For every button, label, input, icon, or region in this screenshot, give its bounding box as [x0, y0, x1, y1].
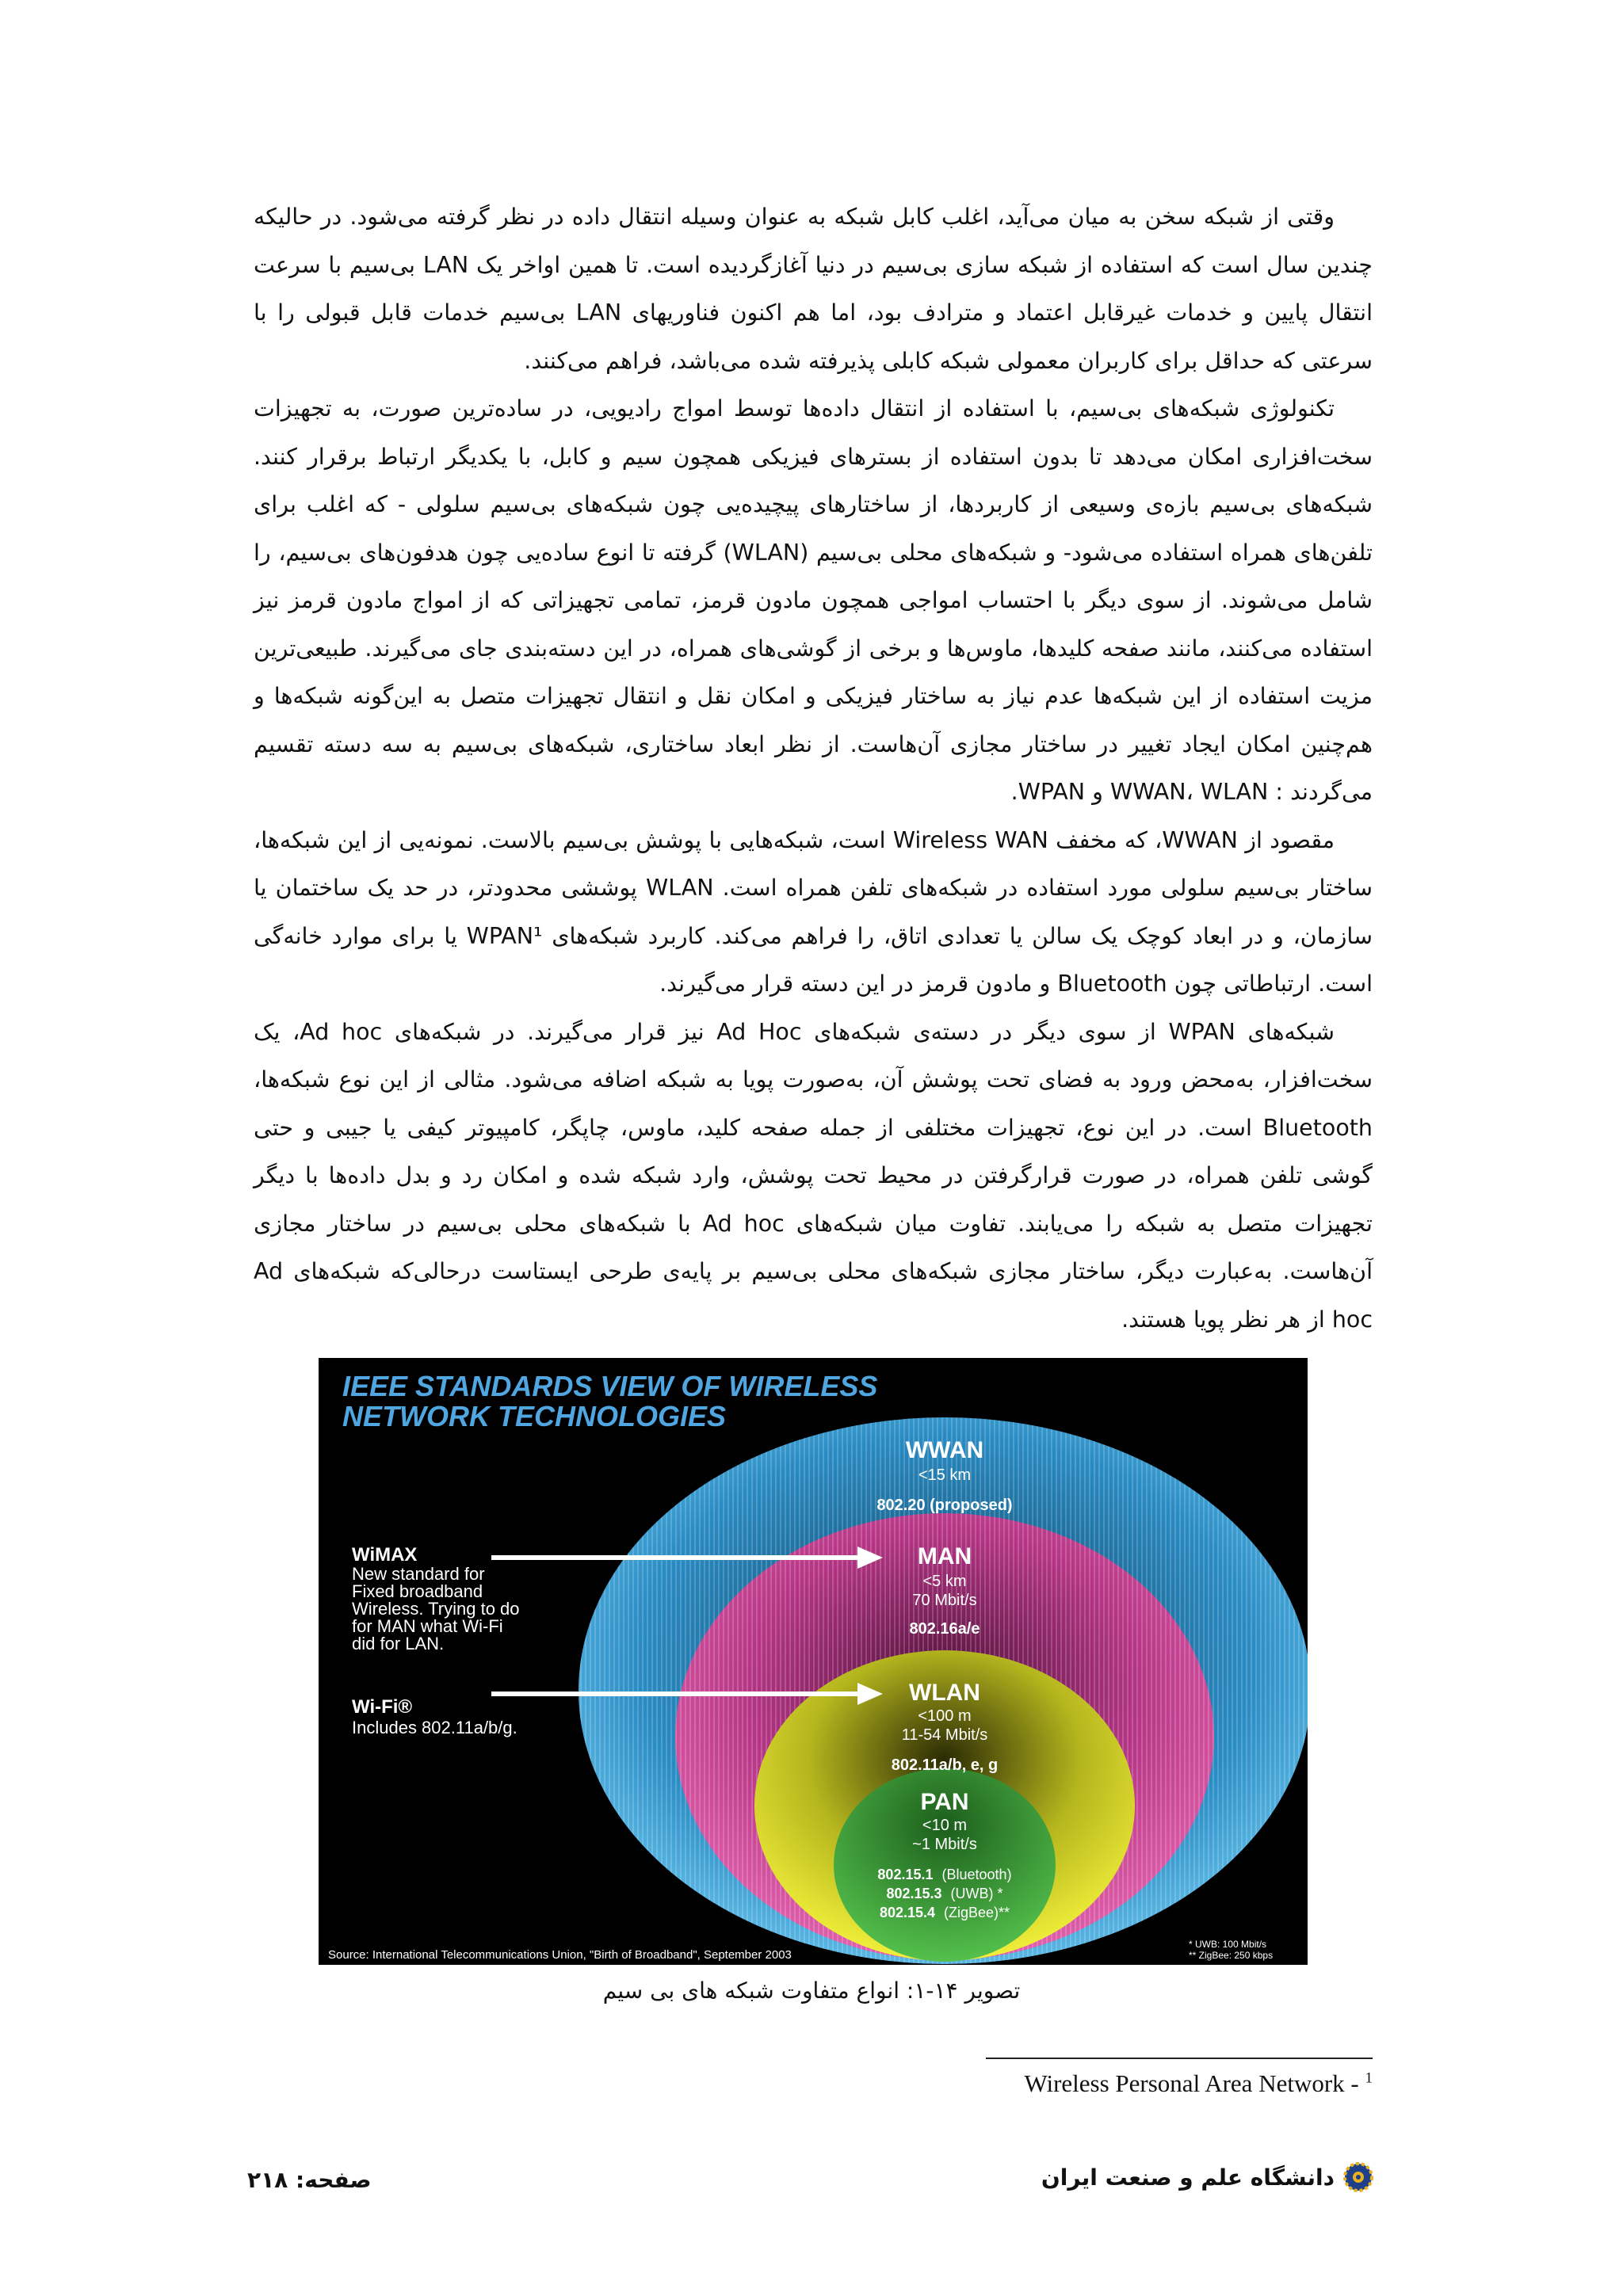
- svg-text:802.15.4 (ZigBee)**: [880, 1905, 1010, 1920]
- wimax-line: did for LAN.: [352, 1634, 445, 1653]
- pan-std3-note: (ZigBee)**: [944, 1905, 1010, 1920]
- man-rate: 70 Mbit/s: [912, 1592, 977, 1609]
- man-range: <5 km: [922, 1573, 967, 1590]
- footer-university: [1041, 2161, 1374, 2193]
- wwan-range: <15 km: [918, 1466, 972, 1484]
- page-number: صفحه: ۲۱۸: [247, 2167, 372, 2193]
- wlan-range: <100 m: [918, 1707, 972, 1725]
- pan-rate: ~1 Mbit/s: [912, 1836, 977, 1853]
- footnote-text: Wireless Personal Area Network -: [1024, 2069, 1365, 2097]
- figure-title-1: IEEE STANDARDS VIEW OF WIRELESS: [342, 1370, 878, 1402]
- figure-title-2: NETWORK TECHNOLOGIES: [342, 1400, 726, 1432]
- wimax-line: New standard for: [352, 1564, 485, 1584]
- pan-std2-note: (UWB) *: [950, 1886, 1003, 1901]
- wlan-label: WLAN: [909, 1680, 980, 1706]
- footnote-mark: 1: [1365, 2069, 1373, 2087]
- pan-std1: 802.15.1: [877, 1867, 934, 1882]
- paragraph: تکنولوژی شبکه‌های بی‌سیم، با استفاده از انتقال داده‌ها توسط امواج رادیویی، در ساده‌ترین صورت، به تجهیزات سخت‌افزاری امکان می‌دهد تا بدون استفاده از بسترهای فیزیکی همچون سیم و کابل، با یکدیگر ارتباط برقرار کنند. شبکه‌های بی‌سیم بازه‌ی وسیعی از کاربردها، از ساختارهای پیچیده‌یی چون شبکه‌های بی‌سیم سلولی - که اغلب برای تلفن‌های همراه استفاده می‌شود- و شبکه‌های محلی بی‌سیم (WLAN) گرفته تا انوع ساده‌یی چون هدفون‌های بی‌سیم، را شامل می‌شوند. از سوی دیگر با احتساب امواجی همچون مادون قرمز، تمامی تجهیزاتی که از امواج مادون قرمز نیز استفاده می‌کنند، مانند صفحه کلیدها، ماوس‌ها و برخی از گوشی‌های همراه، در این دسته‌بندی جای می‌گیرند. طبیعی‌ترین مزیت استفاده از این شبکه‌ها عدم نیاز به ساختار فیزیکی و امکان نقل و انتقال تجهیزات متصل به این‌گونه شبکه‌ها و هم‌چنین امکان ایجاد تغییر در ساختار مجازی آن‌هاست. از نظر ابعاد ساختاری، شبکه‌های بی‌سیم به سه دسته تقسیم می‌گردند : WWAN، WLAN و WPAN.: [254, 395, 1373, 805]
- pan-label: PAN: [920, 1789, 969, 1815]
- wimax-line: for MAN what Wi-Fi: [352, 1616, 503, 1636]
- pan-std1-note: (Bluetooth): [941, 1867, 1012, 1882]
- paragraph: مقصود از WWAN، که مخفف Wireless WAN است، شبکه‌هایی با پوشش بی‌سیم بالاست. نمونه‌یی از این شبکه‌ها، ساختار بی‌سیم سلولی مورد استفاده در شبکه‌های تلفن همراه است. WLAN پوششی محدودتر، در حد یک ساختمان یا سازمان، و در ابعاد کوچک یک سالن یا تعدادی اتاق، را فراهم می‌کند. کاربرد شبکه‌های WPAN¹ یا برای موارد خانه‌گی است. ارتباطاتی چون Bluetooth و مادون قرمز در این دسته قرار می‌گیرند.: [254, 826, 1373, 997]
- footnote-rule: [986, 2058, 1373, 2059]
- wimax-title: WiMAX: [352, 1544, 418, 1566]
- wlan-standard: 802.11a/b, e, g: [891, 1756, 999, 1774]
- wireless-standards-figure: [319, 1358, 1308, 1965]
- wlan-rate: 11-54 Mbit/s: [901, 1726, 988, 1744]
- pan-std3: 802.15.4: [879, 1905, 936, 1920]
- figure-note: * UWB: 100 Mbit/s: [1189, 1939, 1267, 1950]
- wimax-line: Wireless. Trying to do: [352, 1599, 520, 1619]
- pan-range: <10 m: [922, 1817, 968, 1834]
- figure-note: ** ZigBee: 250 kbps: [1189, 1950, 1274, 1961]
- figure-caption: تصویر ۱۴-۱: انواع متفاوت شبکه های بی سیم: [602, 1978, 1021, 2004]
- svg-text:802.15.1 (Bluetooth): [877, 1867, 1011, 1882]
- paragraph: وقتی از شبکه سخن به میان می‌آید، اغلب کابل شبکه به عنوان وسیله انتقال داده در نظر گرفته می‌شود. در حالیکه چندین سال است که استفاده از شبکه سازی بی‌سیم در دنیا آغازگردیده است. تا همین اواخر یک LAN بی‌سیم با سرعت انتقال پایین و خدمات غیرقابل اعتماد و مترادف بود، اما هم اکنون فناوریهای LAN بی‌سیم خدمات قابل قبولی را با سرعتی که حداقل برای کاربران معمولی شبکه کابلی پذیرفته شده می‌باشد، فراهم می‌کنند.: [254, 204, 1373, 374]
- wifi-line: Includes 802.11a/b/g.: [352, 1718, 517, 1737]
- paragraph: شبکه‌های WPAN از سوی دیگر در دسته‌ی شبکه‌های Ad Hoc نیز قرار می‌گیرند. در شبکه‌های Ad hoc، یک سخت‌افزار، به‌محض ورود به فضای تحت پوشش آن، به‌صورت پویا به شبکه اضافه می‌شود. مثالی از این نوع شبکه‌ها، Bluetooth است. در این نوع، تجهیزات مختلفی از جمله صفحه کلید، ماوس، چاپگر، کامپیوتر کیفی یا جیبی و حتی گوشی تلفن همراه، در صورت قرارگرفتن در محیط تحت پوشش، وارد شبکه شده و امکان رد و بدل داده‌ها با دیگر تجهیزات متصل به شبکه را می‌یابند. تفاوت میان شبکه‌های Ad hoc با شبکه‌های محلی بی‌سیم در ساختار مجازی آن‌هاست. به‌عبارت دیگر، ساختار مجازی شبکه‌های محلی بی‌سیم بر پایه‌ی طرحی ایستاست درحالی‌که شبکه‌های Ad hoc از هر نظر پویا هستند.: [254, 1018, 1373, 1333]
- body-text: [254, 193, 1373, 1344]
- figure-source: Source: International Telecommunications Union, "Birth of Broadband", September 2003: [328, 1948, 792, 1962]
- wwan-standard: 802.20 (proposed): [876, 1497, 1013, 1514]
- university-logo-icon: [1342, 2161, 1374, 2193]
- wwan-label: WWAN: [905, 1437, 984, 1463]
- footnote: [792, 2069, 1373, 2098]
- wimax-line: Fixed broadband: [352, 1581, 483, 1601]
- university-name: دانشگاه علم و صنعت ایران: [1041, 2164, 1335, 2191]
- pan-std2: 802.15.3: [886, 1886, 942, 1901]
- man-label: MAN: [917, 1543, 972, 1569]
- svg-text:802.15.3 (UWB) *: [886, 1886, 1002, 1901]
- wifi-title: Wi-Fi®: [352, 1696, 413, 1718]
- man-standard: 802.16a/e: [909, 1620, 980, 1638]
